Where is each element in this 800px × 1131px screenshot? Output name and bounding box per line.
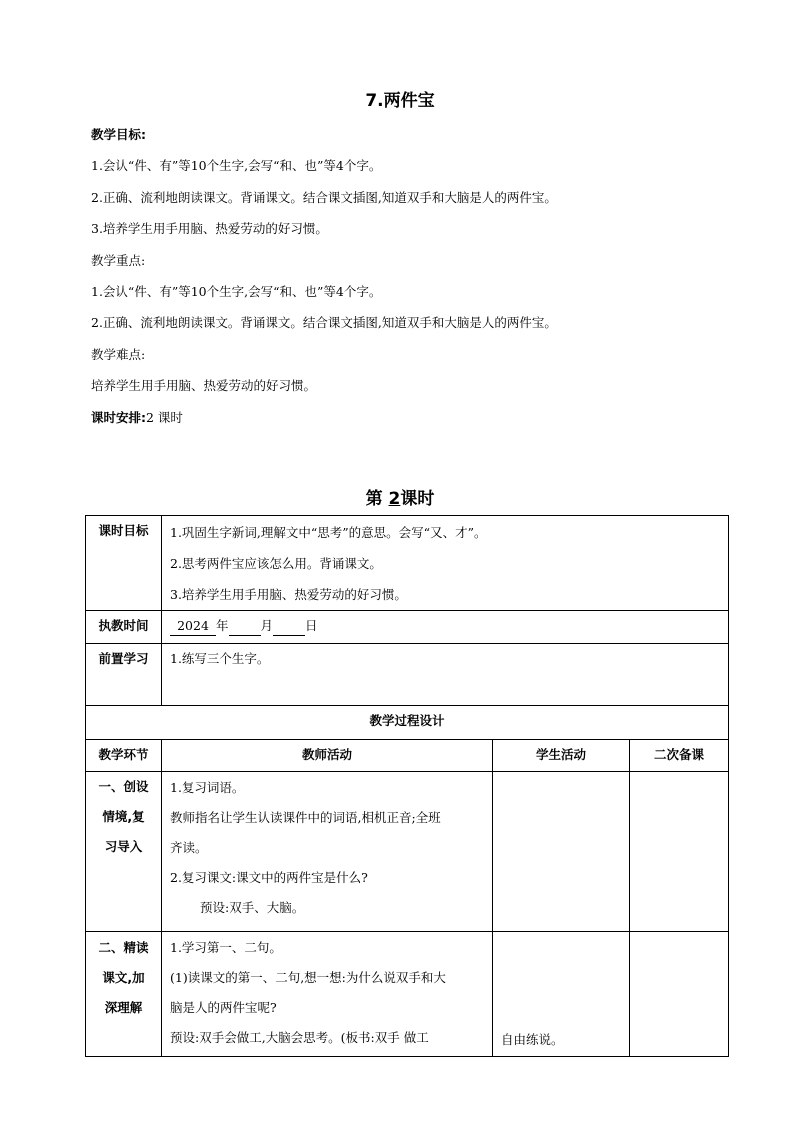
objectives-row xyxy=(86,516,729,611)
pre-study-item: 1.练写三个生字。 xyxy=(170,651,270,666)
header-notes: 二次备课 xyxy=(630,740,729,772)
teacher-line: 预设:双手、大脑。 xyxy=(200,900,305,915)
teacher-line: 2.复习课文:课文中的两件宝是什么? xyxy=(170,870,368,885)
teacher-cell xyxy=(162,772,493,932)
time-row xyxy=(86,611,729,644)
schedule-label: 课时安排: xyxy=(91,410,146,425)
time-cell xyxy=(162,611,729,644)
time-label: 执教时间 xyxy=(86,611,162,644)
teacher-line: 1.复习词语。 xyxy=(170,780,245,795)
time-month-unit: 月 xyxy=(260,618,274,633)
stage-line: 二、精读 xyxy=(98,940,149,955)
teacher-line: 预设:双手会做工,大脑会思考。(板书:双手 做工 xyxy=(170,1030,429,1045)
document-title: 7.两件宝 xyxy=(365,91,435,111)
objectives-label: 课时目标 xyxy=(86,516,162,611)
table-row xyxy=(86,772,729,932)
stage-line: 情境,复 xyxy=(102,809,145,824)
process-title: 教学过程设计 xyxy=(86,706,729,740)
schedule xyxy=(91,409,183,427)
table-row xyxy=(86,932,729,1057)
pre-study-cell xyxy=(162,644,729,706)
stage-cell xyxy=(86,932,162,1057)
lesson-suffix: 课时 xyxy=(400,489,435,509)
lesson-plan-table xyxy=(85,515,729,1057)
teacher-line: 教师指名让学生认读课件中的词语,相机正音;全班 xyxy=(170,810,441,825)
lesson-number: 2 xyxy=(388,489,401,509)
header-student: 学生活动 xyxy=(493,740,630,772)
teacher-line: 1.学习第一、二句。 xyxy=(170,940,282,955)
objective-item: 1.巩固生字新词,理解文中“思考”的意思。会写“又、才”。 xyxy=(170,525,487,540)
lesson-prefix: 第 xyxy=(365,489,383,509)
time-year: 2024 xyxy=(170,617,216,636)
stage-line: 课文,加 xyxy=(102,970,145,985)
teacher-line: 脑是人的两件宝呢? xyxy=(170,1000,277,1015)
pre-study-row xyxy=(86,644,729,706)
lesson-heading xyxy=(0,484,800,509)
goals-label: 教学目标: xyxy=(91,127,146,142)
student-cell xyxy=(493,772,630,932)
key-point-item: 2.正确、流利地朗读课文。背诵课文。结合课文插图,知道双手和大脑是人的两件宝。 xyxy=(91,315,557,330)
header-teacher: 教师活动 xyxy=(162,740,493,772)
stage-cell xyxy=(86,772,162,932)
objective-item: 2.思考两件宝应该怎么用。背诵课文。 xyxy=(170,556,382,571)
time-day-unit: 日 xyxy=(305,618,318,633)
key-points-label: 教学重点: xyxy=(91,253,146,268)
goal-item: 1.会认“件、有”等10个生字,会写“和、也”等4个字。 xyxy=(91,158,382,173)
difficulties-label: 教学难点: xyxy=(91,347,146,362)
teacher-line: (1)读课文的第一、二句,想一想:为什么说双手和大 xyxy=(170,970,446,985)
time-year-unit: 年 xyxy=(216,618,229,633)
schedule-value: 2 课时 xyxy=(146,410,183,425)
student-line: 自由练说。 xyxy=(501,1032,564,1047)
stage-line: 深理解 xyxy=(104,1000,143,1015)
objective-item: 3.培养学生用手用脑、热爱劳动的好习惯。 xyxy=(170,587,407,602)
difficulty-item: 培养学生用手用脑、热爱劳动的好习惯。 xyxy=(91,378,317,393)
student-cell xyxy=(493,932,630,1057)
notes-cell xyxy=(630,932,729,1057)
key-point-item: 1.会认“件、有”等10个生字,会写“和、也”等4个字。 xyxy=(91,284,382,299)
process-title-row xyxy=(86,706,729,740)
pre-study-label: 前置学习 xyxy=(86,644,162,706)
goal-item: 2.正确、流利地朗读课文。背诵课文。结合课文插图,知道双手和大脑是人的两件宝。 xyxy=(91,190,557,205)
goal-item: 3.培养学生用手用脑、热爱劳动的好习惯。 xyxy=(91,221,328,236)
objectives-cell xyxy=(162,516,729,611)
teacher-cell xyxy=(162,932,493,1057)
stage-line: 习导入 xyxy=(104,839,143,854)
time-day-blank xyxy=(273,617,305,636)
stage-line: 一、创设 xyxy=(98,779,149,794)
time-month-blank xyxy=(229,617,261,636)
notes-cell xyxy=(630,772,729,932)
column-header-row xyxy=(86,740,729,772)
header-stage: 教学环节 xyxy=(86,740,162,772)
teacher-line: 齐读。 xyxy=(170,840,208,855)
